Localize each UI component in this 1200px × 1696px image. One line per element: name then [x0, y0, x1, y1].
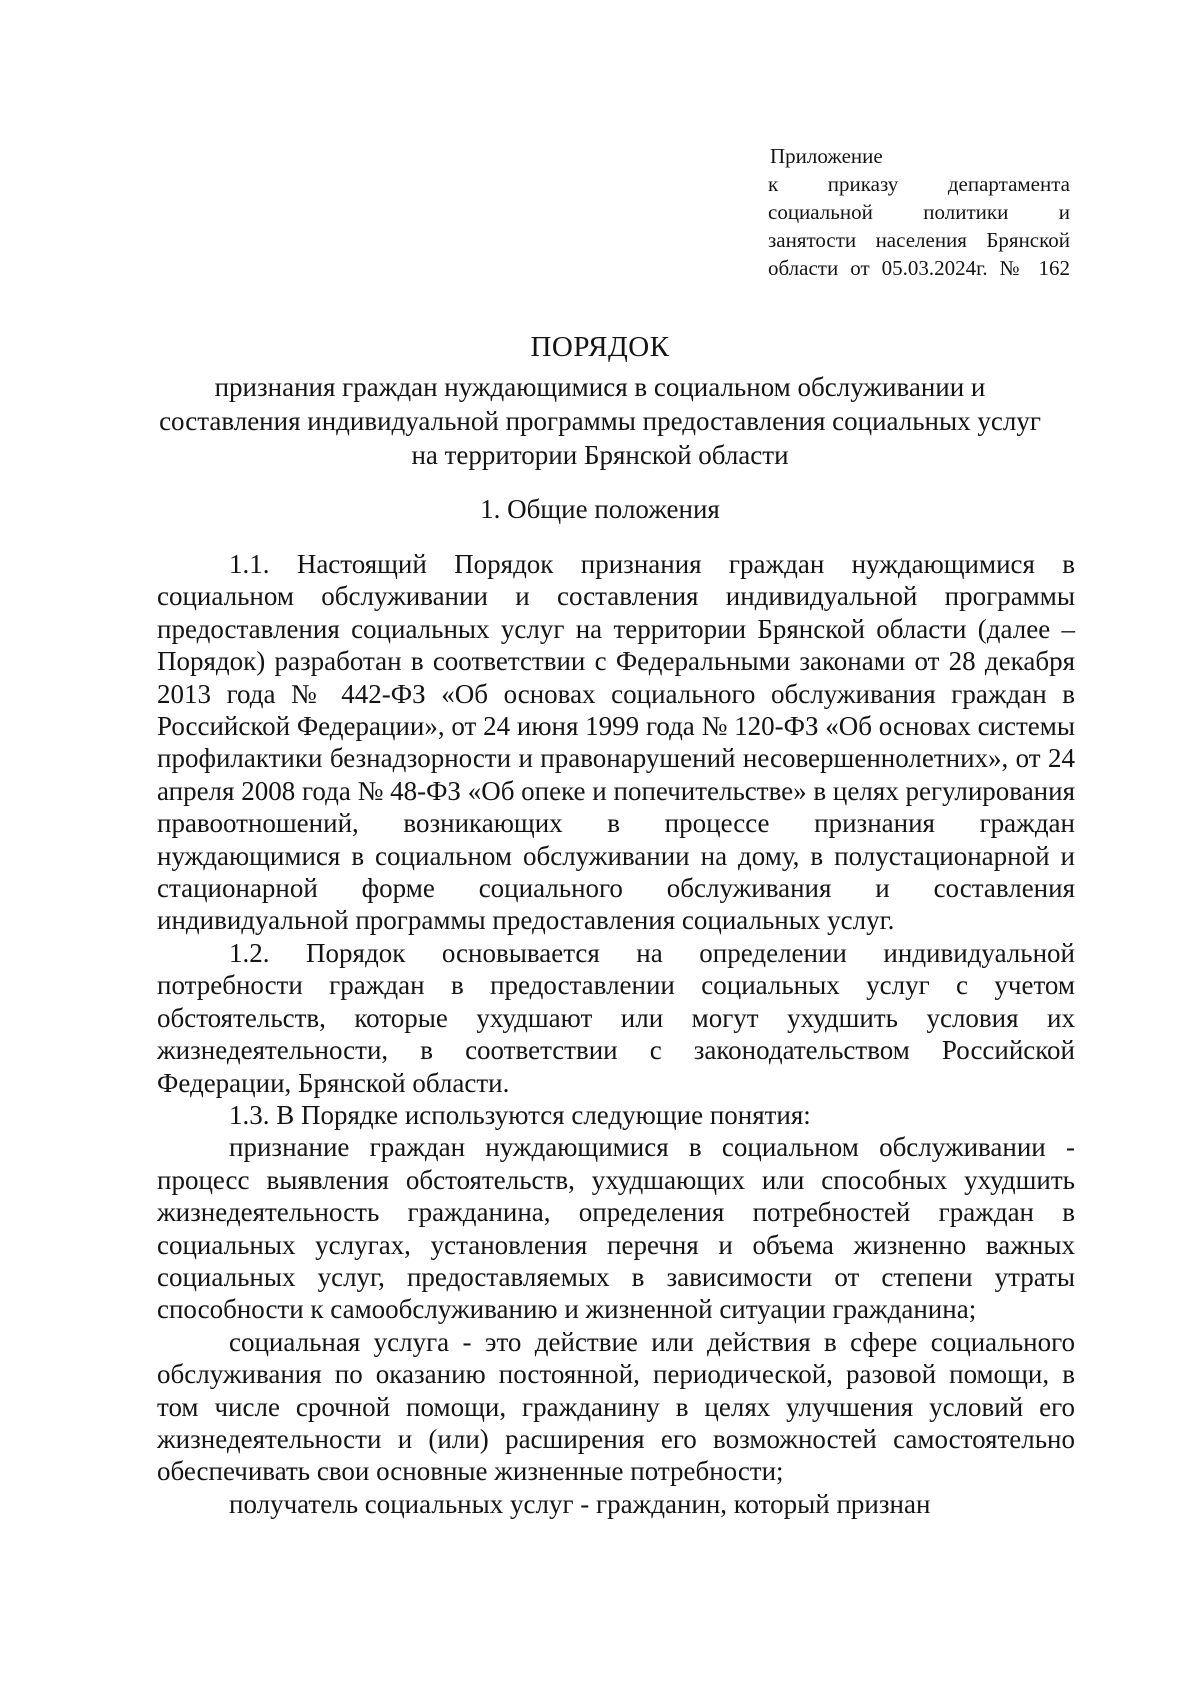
- appendix-line: области от 05.03.2024г. № 162: [768, 256, 1070, 280]
- subtitle-line: на территории Брянской области: [411, 440, 789, 470]
- appendix-line: социальной политики и: [768, 200, 1070, 224]
- appendix-line: Приложение: [770, 144, 883, 168]
- paragraph-1-1: 1.1. Настоящий Порядок признания граждан нуждающимися в социальном обслуживании и составления индивидуальной программы предоставления социальных услуг на территории Брянской области (далее – Порядок) разработан в соответствии с Федеральными законами от 28 декабря 2013 года № 442-ФЗ «Об основах социального обслуживания граждан в Российской Федерации», от 24 июня 1999 года № 120-ФЗ «Об основах системы профилактики безнадзорности и правонарушений несовершеннолетних», от 24 апреля 2008 года № 48-ФЗ «Об опеке и попечительстве» в целях регулирования правоотношений, возникающих в процессе признания граждан нуждающимися в социальном обслуживании на дому, в полустационарной и стационарной форме социального обслуживания и составления индивидуальной программы предоставления социальных услуг.: [157, 549, 1075, 936]
- definition-social-service: социальная услуга - это действие или действия в сфере социального обслуживания по оказанию постоянной, периодической, разовой помощи, в том числе срочной помощи, гражданину в целях улучшения условий его жизнедеятельности и (или) расширения его возможностей самостоятельно обеспечивать свои основные жизненные потребности;: [157, 1326, 1075, 1487]
- paragraph-1-3: 1.3. В Порядке используются следующие понятия:: [229, 1099, 811, 1130]
- subtitle-line: признания граждан нуждающимися в социальном обслуживании и: [214, 372, 986, 402]
- appendix-line: к приказу департамента: [768, 172, 1070, 196]
- definition-recipient: получатель социальных услуг - гражданин, который признан: [229, 1488, 931, 1519]
- document-subtitle: [140, 370, 1060, 472]
- subtitle-line: составления индивидуальной программы предоставления социальных услуг: [159, 406, 1041, 436]
- section-heading: 1. Общие положения: [480, 494, 720, 524]
- appendix-line: занятости населения Брянской: [768, 228, 1070, 252]
- paragraph-1-2: 1.2. Порядок основывается на определении индивидуальной потребности граждан в предоставлении социальных услуг с учетом обстоятельств, которые ухудшают или могут ухудшить условия их жизнедеятельности, в соответствии с законодательством Российской Федерации, Брянской области.: [157, 937, 1075, 1098]
- appendix-block: [768, 142, 1070, 282]
- document-body: [157, 548, 1075, 1520]
- definition-recognition: признание граждан нуждающимися в социальном обслуживании - процесс выявления обстоятельств, ухудшающих или способных ухудшить жизнедеятельность гражданина, определения потребностей граждан в социальных услугах, установления перечня и объема жизненно важных социальных услуг, предоставляемых в зависимости от степени утраты способности к самообслуживанию и жизненной ситуации гражданина;: [157, 1132, 1075, 1325]
- document-title: ПОРЯДОК: [530, 331, 670, 363]
